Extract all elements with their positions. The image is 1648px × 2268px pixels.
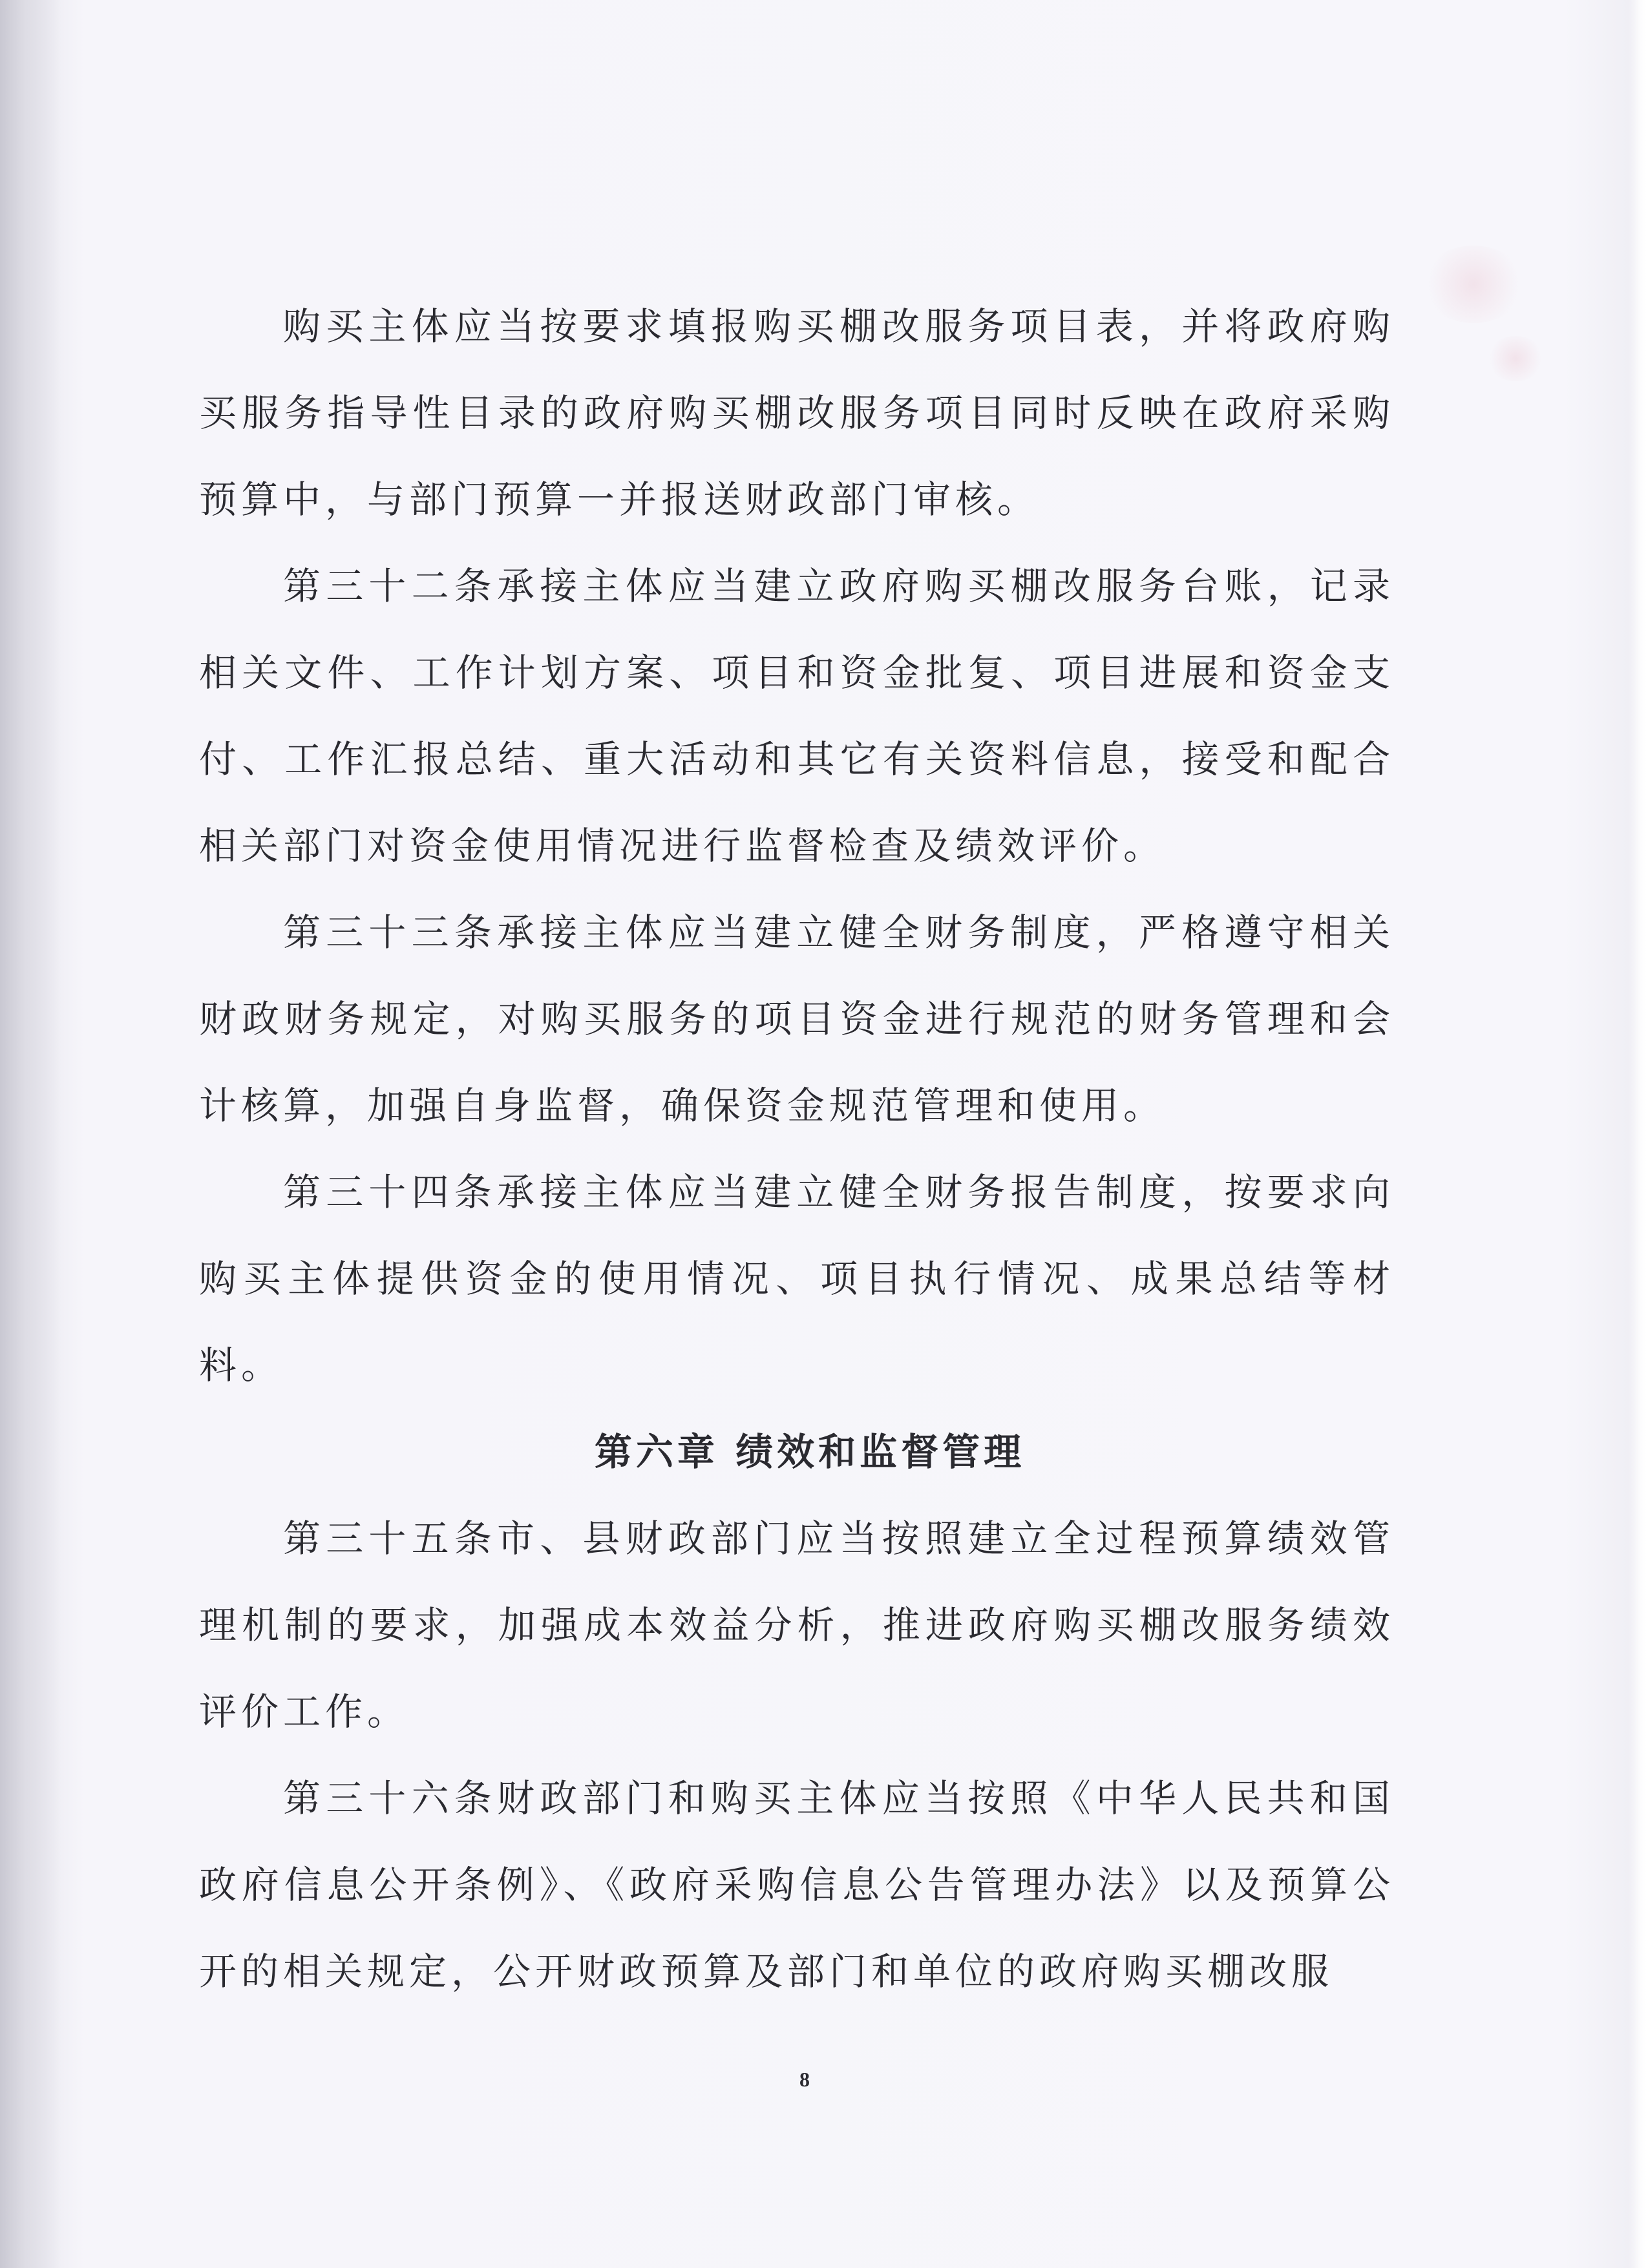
document-body [199,283,1395,2015]
paragraph-article-35: 第三十五条市、县财政部门应当按照建立全过程预算绩效管理机制的要求，加强成本效益分析，推进政府购买棚改服务绩效评价工作。 [199,1517,1395,1734]
page-edge [1634,0,1648,2268]
paragraph-purchase-budget: 购买主体应当按要求填报购买棚改服务项目表，并将政府购买服务指导性目录的政府购买棚改服务项目同时反映在政府采购预算中，与部门预算一并报送财政部门审核。 [199,304,1395,521]
paper-stain [1422,246,1525,323]
paragraph-article-32: 第三十二条承接主体应当建立政府购买棚改服务台账，记录相关文件、工作计划方案、项目和资金批复、项目进展和资金支付、工作汇报总结、重大活动和其它有关资料信息，接受和配合相关部门对资金使用情况进行监督检查及绩效评价。 [199,564,1395,868]
paragraph-article-36: 第三十六条财政部门和购买主体应当按照《中华人民共和国政府信息公开条例》、《政府采购信息公告管理办法》以及预算公开的相关规定，公开财政预算及部门和单位的政府购买棚改服 [199,1776,1395,1993]
paragraph-article-33: 第三十三条承接主体应当建立健全财务制度，严格遵守相关财政财务规定，对购买服务的项目资金进行规范的财务管理和会计核算，加强自身监督，确保资金规范管理和使用。 [199,910,1395,1128]
chapter-heading: 第六章 绩效和监督管理 [594,1430,1026,1474]
page-number: 8 [799,2068,810,2091]
binding-shadow [0,0,61,2268]
paragraph-article-34: 第三十四条承接主体应当建立健全财务报告制度，按要求向购买主体提供资金的使用情况、项目执行情况、成果总结等材料。 [199,1170,1395,1387]
paper-stain [1486,336,1545,381]
